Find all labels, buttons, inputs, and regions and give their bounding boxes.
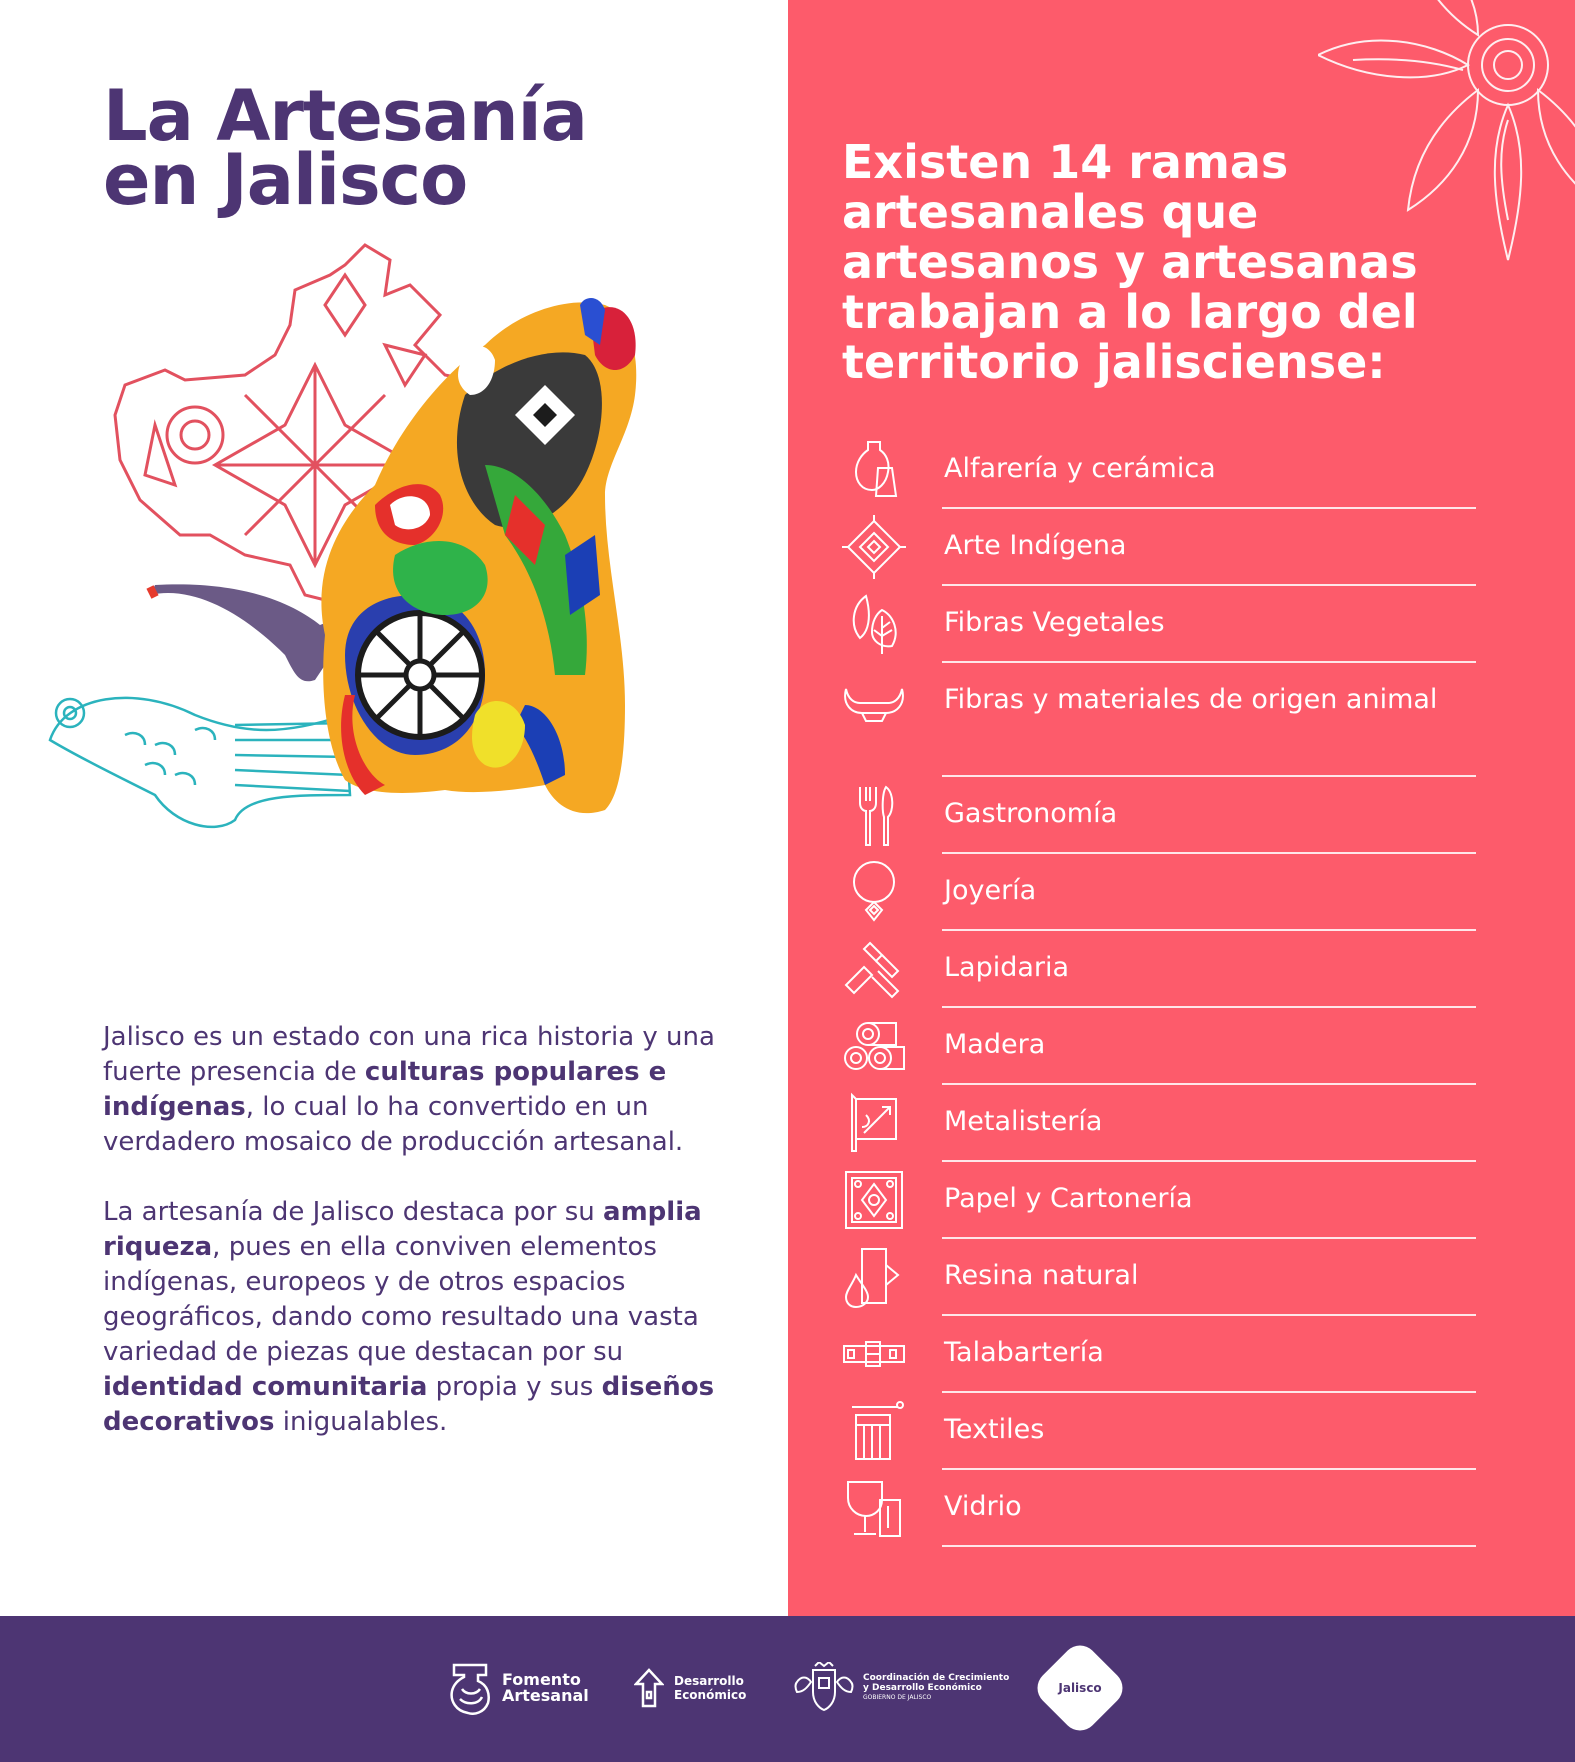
branch-item-lapidaria xyxy=(842,931,1476,1008)
branch-item-gastronomia xyxy=(842,777,1476,854)
footer-logos xyxy=(448,1632,1128,1744)
diamond-eye-icon xyxy=(842,515,906,579)
branch-item-arte-indigena xyxy=(842,509,1476,586)
branch-item-textiles xyxy=(842,1393,1476,1470)
jalisco-shield-icon xyxy=(793,1662,855,1714)
branch-label: Gastronomía xyxy=(944,798,1118,829)
jar-logo-icon xyxy=(448,1661,492,1715)
logs-icon xyxy=(842,1014,906,1078)
branch-list xyxy=(842,432,1476,1547)
branch-item-madera xyxy=(842,1008,1476,1085)
branch-item-fibras-vegetales xyxy=(842,586,1476,663)
branch-item-resina xyxy=(842,1239,1476,1316)
resin-drop-icon xyxy=(842,1245,906,1309)
branch-label: Lapidaria xyxy=(944,952,1070,983)
bird-outline-icon xyxy=(50,698,350,827)
branch-item-papel-cartoneria xyxy=(842,1162,1476,1239)
hammer-icon xyxy=(842,937,906,1001)
arrow-up-house-icon xyxy=(634,1668,664,1708)
title-line-1: La Artesanía xyxy=(103,75,587,157)
divider xyxy=(942,1545,1476,1547)
branch-label: Fibras y materiales de origen animal xyxy=(944,684,1438,715)
horns-icon xyxy=(842,669,906,733)
branch-label: Metalistería xyxy=(944,1106,1103,1137)
branch-item-talabarteria xyxy=(842,1316,1476,1393)
branch-label: Papel y Cartonería xyxy=(944,1183,1193,1214)
intro-text xyxy=(103,1020,743,1475)
logo-fomento-artesanal: Fomento Artesanal xyxy=(448,1632,589,1744)
metal-sheet-icon xyxy=(842,1091,906,1155)
belt-icon xyxy=(842,1322,906,1386)
branch-label: Resina natural xyxy=(944,1260,1139,1291)
logo-desarrollo-economico: Desarrollo Económico xyxy=(634,1632,746,1744)
glass-icon xyxy=(842,1476,906,1540)
logo-coordinacion: Coordinación de Crecimiento y Desarrollo Económico GOBIERNO DE JALISCO xyxy=(793,1632,1009,1744)
branches-heading: Existen 14 ramas artesanales que artesanos y artesanas trabajan a lo largo del territorio jalisciense: xyxy=(842,135,1418,389)
pottery-icon xyxy=(842,438,906,502)
left-panel xyxy=(0,0,788,1616)
intro-paragraph-2: La artesanía de Jalisco destaca por su amplia riqueza, pues en ella conviven elementos indígenas, europeos y de otros espacios geográficos, dando como resultado una vasta variedad de piezas que destacan por su identidad comunitaria propia y sus diseños decorativos inigualables. xyxy=(103,1197,715,1437)
loom-icon xyxy=(842,1399,906,1463)
papel-picado-icon xyxy=(842,1168,906,1232)
branch-item-vidrio xyxy=(842,1470,1476,1547)
leaf-icon xyxy=(842,592,906,656)
branch-item-fibras-animal xyxy=(842,663,1476,777)
branch-item-joyeria xyxy=(842,854,1476,931)
pendant-icon xyxy=(842,860,906,924)
intro-paragraph-1: Jalisco es un estado con una rica historia y una fuerte presencia de culturas populares e indígenas, lo cual lo ha convertido en un verdadero mosaico de producción artesanal. xyxy=(103,1022,715,1157)
branch-label: Vidrio xyxy=(944,1491,1022,1522)
branch-label: Fibras Vegetales xyxy=(944,607,1165,638)
cutlery-icon xyxy=(842,783,906,847)
title-line-2: en Jalisco xyxy=(103,139,468,221)
beaded-jaguar-figure xyxy=(150,298,636,813)
branch-label: Madera xyxy=(944,1029,1046,1060)
logo-jalisco-gobierno: Jalisco xyxy=(1036,1632,1124,1744)
branch-label: Joyería xyxy=(944,875,1037,906)
branch-item-alfareria xyxy=(842,432,1476,509)
branch-label: Textiles xyxy=(944,1414,1045,1445)
illustration xyxy=(45,235,735,935)
branch-label: Alfarería y cerámica xyxy=(944,453,1216,484)
branch-label: Arte Indígena xyxy=(944,530,1127,561)
branch-label: Talabartería xyxy=(944,1337,1104,1368)
branch-item-metalisteria xyxy=(842,1085,1476,1162)
page-title xyxy=(103,75,703,221)
